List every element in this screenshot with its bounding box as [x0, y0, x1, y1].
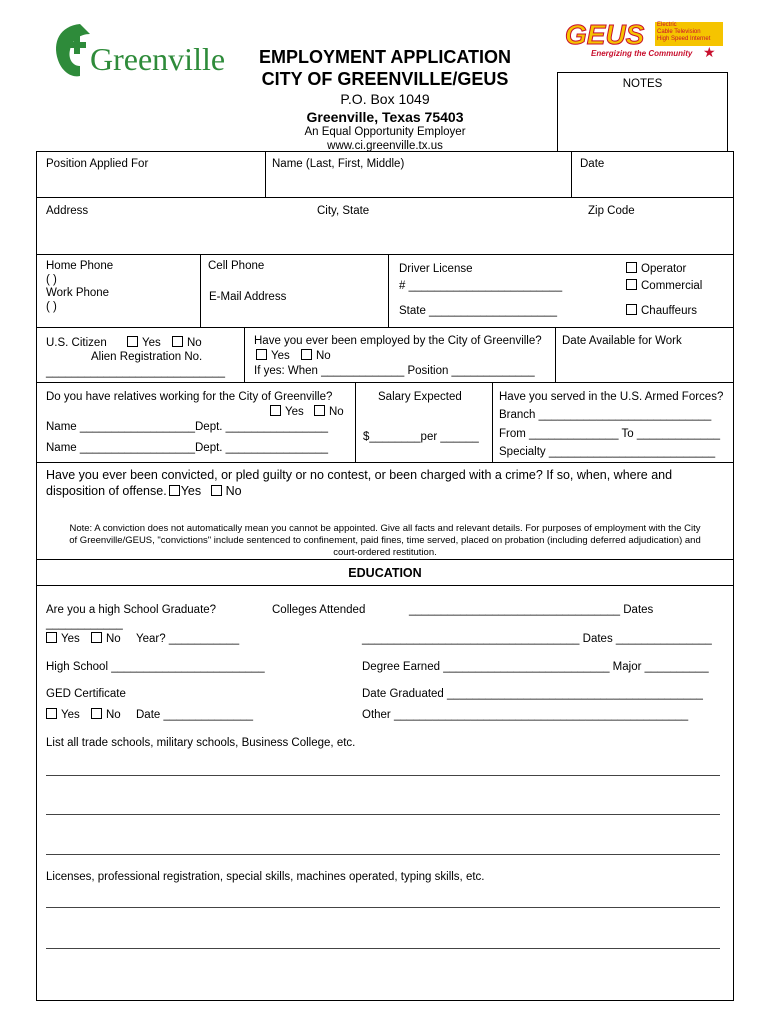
crime-question-2 — [46, 484, 242, 499]
trade-line-2[interactable] — [46, 814, 720, 815]
hs-yes-label: Yes — [61, 633, 80, 645]
hs-yes-option[interactable] — [46, 632, 80, 646]
crime-no-option[interactable] — [211, 484, 242, 498]
relatives-yes-checkbox[interactable] — [270, 405, 281, 416]
citizen-no-checkbox[interactable] — [172, 336, 183, 347]
hs-no-checkbox[interactable] — [91, 632, 102, 643]
relatives-question: Do you have relatives working for the City of Greenville? — [46, 391, 333, 403]
ged-yes-label: Yes — [61, 709, 80, 721]
crime-note-2: of Greenville/GEUS, "convictions" include sentenced to confinement, paid fines, time served, placed on probation (including deferred adjudication) and — [69, 535, 701, 546]
page-title-2: CITY OF GREENVILLE/GEUS — [261, 69, 509, 89]
logo-text: Greenville — [90, 41, 226, 77]
relatives-no-label: No — [329, 406, 344, 418]
position-label: Position Applied For — [46, 158, 149, 170]
hs-graduate-question: Are you a high School Graduate? — [46, 604, 217, 616]
hs-no-option[interactable] — [91, 632, 121, 646]
chauffeurs-option[interactable] — [626, 304, 697, 318]
citizen-yes-checkbox[interactable] — [127, 336, 138, 347]
college-dates-2[interactable]: __________________________________ Dates _______________ — [362, 633, 712, 645]
geus-logo-text: GEUS — [565, 19, 645, 50]
alien-label: Alien Registration No. — [91, 351, 203, 363]
branch-field[interactable]: Branch ___________________________ — [499, 409, 712, 421]
salary-label: Salary Expected — [378, 391, 462, 403]
geus-logo — [563, 20, 728, 62]
licenses-line-1[interactable] — [46, 907, 720, 908]
chauffeurs-checkbox[interactable] — [626, 304, 637, 315]
employed-no-label: No — [316, 350, 331, 362]
po-box: P.O. Box 1049 — [340, 91, 430, 107]
hs-year-field[interactable]: Year? ___________ — [136, 633, 240, 645]
date-graduated-field[interactable]: Date Graduated ________________________________________ — [362, 688, 703, 700]
ged-date-field[interactable]: Date ______________ — [136, 709, 254, 721]
dl-number-field[interactable]: # ________________________ — [399, 280, 563, 292]
email-label[interactable]: E-Mail Address — [209, 291, 287, 303]
date-label: Date — [580, 158, 605, 170]
citizen-yes-label: Yes — [142, 337, 161, 349]
eoe-text: An Equal Opportunity Employer — [304, 126, 466, 138]
crime-yes-label: Yes — [180, 484, 202, 498]
commercial-checkbox[interactable] — [626, 279, 637, 290]
geus-tagline: Energizing the Community — [591, 49, 693, 58]
colleges-label: Colleges Attended — [272, 604, 366, 616]
crime-question-1: Have you ever been convicted, or pled guilty or no contest, or been charged with a crime? If so, when, where and — [46, 468, 673, 482]
crime-question-2-text: disposition of offense. — [46, 484, 167, 498]
employed-yes-label: Yes — [271, 350, 290, 362]
armed-forces-question: Have you served in the U.S. Armed Forces? — [499, 391, 724, 403]
high-school-field[interactable]: High School ________________________ — [46, 661, 265, 673]
crime-yes-option[interactable] — [167, 484, 201, 498]
education-heading: EDUCATION — [348, 566, 422, 580]
position-applied-field[interactable] — [37, 152, 264, 196]
ged-no-label: No — [106, 709, 121, 721]
operator-label: Operator — [641, 263, 687, 275]
commercial-label: Commercial — [641, 280, 703, 292]
hs-no-label: No — [106, 633, 121, 645]
geus-line-3: High Speed Internet — [657, 36, 711, 42]
relatives-no-option[interactable] — [314, 405, 344, 419]
citizen-no-label: No — [187, 337, 202, 349]
hs-graduate-line[interactable]: ____________ — [46, 618, 123, 630]
from-to-field[interactable]: From ______________ To _____________ — [499, 428, 721, 440]
name-label: Name (Last, First, Middle) — [272, 158, 405, 170]
trade-line-3[interactable] — [46, 854, 720, 855]
relatives-yes-label: Yes — [285, 406, 304, 418]
relative-name-1[interactable]: Name __________________Dept. ________________ — [46, 421, 329, 433]
trade-line-1[interactable] — [46, 775, 720, 776]
relative-name-2[interactable]: Name __________________Dept. ________________ — [46, 442, 329, 454]
employed-no-option[interactable] — [301, 349, 331, 363]
city-state-label: City, State — [317, 205, 370, 217]
employed-no-checkbox[interactable] — [301, 349, 312, 360]
employed-yes-checkbox[interactable] — [256, 349, 267, 360]
specialty-field[interactable]: Specialty __________________________ — [499, 446, 716, 458]
ged-yes-checkbox[interactable] — [46, 708, 57, 719]
crime-yes-checkbox[interactable] — [169, 485, 180, 496]
zip-label: Zip Code — [588, 205, 635, 217]
citizen-yes-option[interactable] — [127, 336, 161, 350]
licenses-line-2[interactable] — [46, 948, 720, 949]
trade-schools-label: List all trade schools, military schools, Business College, etc. — [46, 737, 356, 749]
geus-line-1: Electric — [657, 22, 677, 28]
crime-note-3: court-ordered restitution. — [333, 547, 437, 558]
employed-question: Have you ever been employed by the City of Greenville? — [254, 335, 542, 347]
date-available-label[interactable]: Date Available for Work — [562, 335, 682, 347]
home-phone-label: Home Phone — [46, 260, 114, 272]
greenville-logo — [50, 20, 226, 82]
ged-yes-option[interactable] — [46, 708, 80, 722]
page-title-1: EMPLOYMENT APPLICATION — [259, 47, 511, 67]
city-address: Greenville, Texas 75403 — [306, 109, 464, 125]
hs-yes-checkbox[interactable] — [46, 632, 57, 643]
driver-license-label: Driver License — [399, 263, 473, 275]
ged-label: GED Certificate — [46, 688, 126, 700]
operator-checkbox[interactable] — [626, 262, 637, 273]
dl-state-field[interactable]: State ____________________ — [399, 305, 557, 317]
licenses-label: Licenses, professional registration, special skills, machines operated, typing skills, etc. — [46, 871, 485, 883]
salary-field[interactable]: $________per ______ — [363, 431, 479, 443]
ged-no-checkbox[interactable] — [91, 708, 102, 719]
relatives-yes-option[interactable] — [270, 405, 304, 419]
website: www.ci.greenville.tx.us — [327, 140, 443, 152]
other-field[interactable]: Other ______________________________________________ — [362, 709, 689, 721]
citizen-no-option[interactable] — [172, 336, 202, 350]
cell-phone-label[interactable]: Cell Phone — [208, 260, 265, 272]
if-yes-field[interactable]: If yes: When _____________ Position _____________ — [254, 365, 535, 377]
geus-line-2: Cable Television — [657, 29, 701, 35]
notes-box[interactable] — [557, 72, 728, 151]
employed-yes-option[interactable] — [256, 349, 290, 363]
work-phone-paren[interactable]: ( ) — [46, 301, 57, 313]
operator-option[interactable] — [626, 262, 686, 276]
crime-no-label: No — [225, 484, 242, 498]
star-icon: ★ — [703, 44, 716, 60]
home-phone-paren[interactable]: ( ) — [46, 274, 57, 286]
notes-label: NOTES — [622, 78, 663, 90]
crime-note-1: Note: A conviction does not automatically mean you cannot be appointed. Give all facts and relevant details. For purposes of employment with the City — [69, 523, 701, 534]
commercial-option[interactable] — [626, 279, 702, 293]
college-dates-1[interactable]: _________________________________ Dates — [409, 604, 654, 616]
degree-field[interactable]: Degree Earned __________________________ Major __________ — [362, 661, 709, 673]
date-field[interactable] — [572, 152, 733, 196]
crime-no-checkbox[interactable] — [211, 485, 222, 496]
alien-field[interactable]: ____________________________ — [46, 366, 226, 378]
work-phone-label: Work Phone — [46, 287, 110, 299]
name-field[interactable] — [266, 152, 570, 196]
ged-no-option[interactable] — [91, 708, 121, 722]
address-field[interactable] — [37, 198, 733, 253]
relatives-no-checkbox[interactable] — [314, 405, 325, 416]
chauffeurs-label: Chauffeurs — [641, 305, 698, 317]
citizen-label: U.S. Citizen — [46, 337, 107, 349]
address-label: Address — [46, 205, 89, 217]
